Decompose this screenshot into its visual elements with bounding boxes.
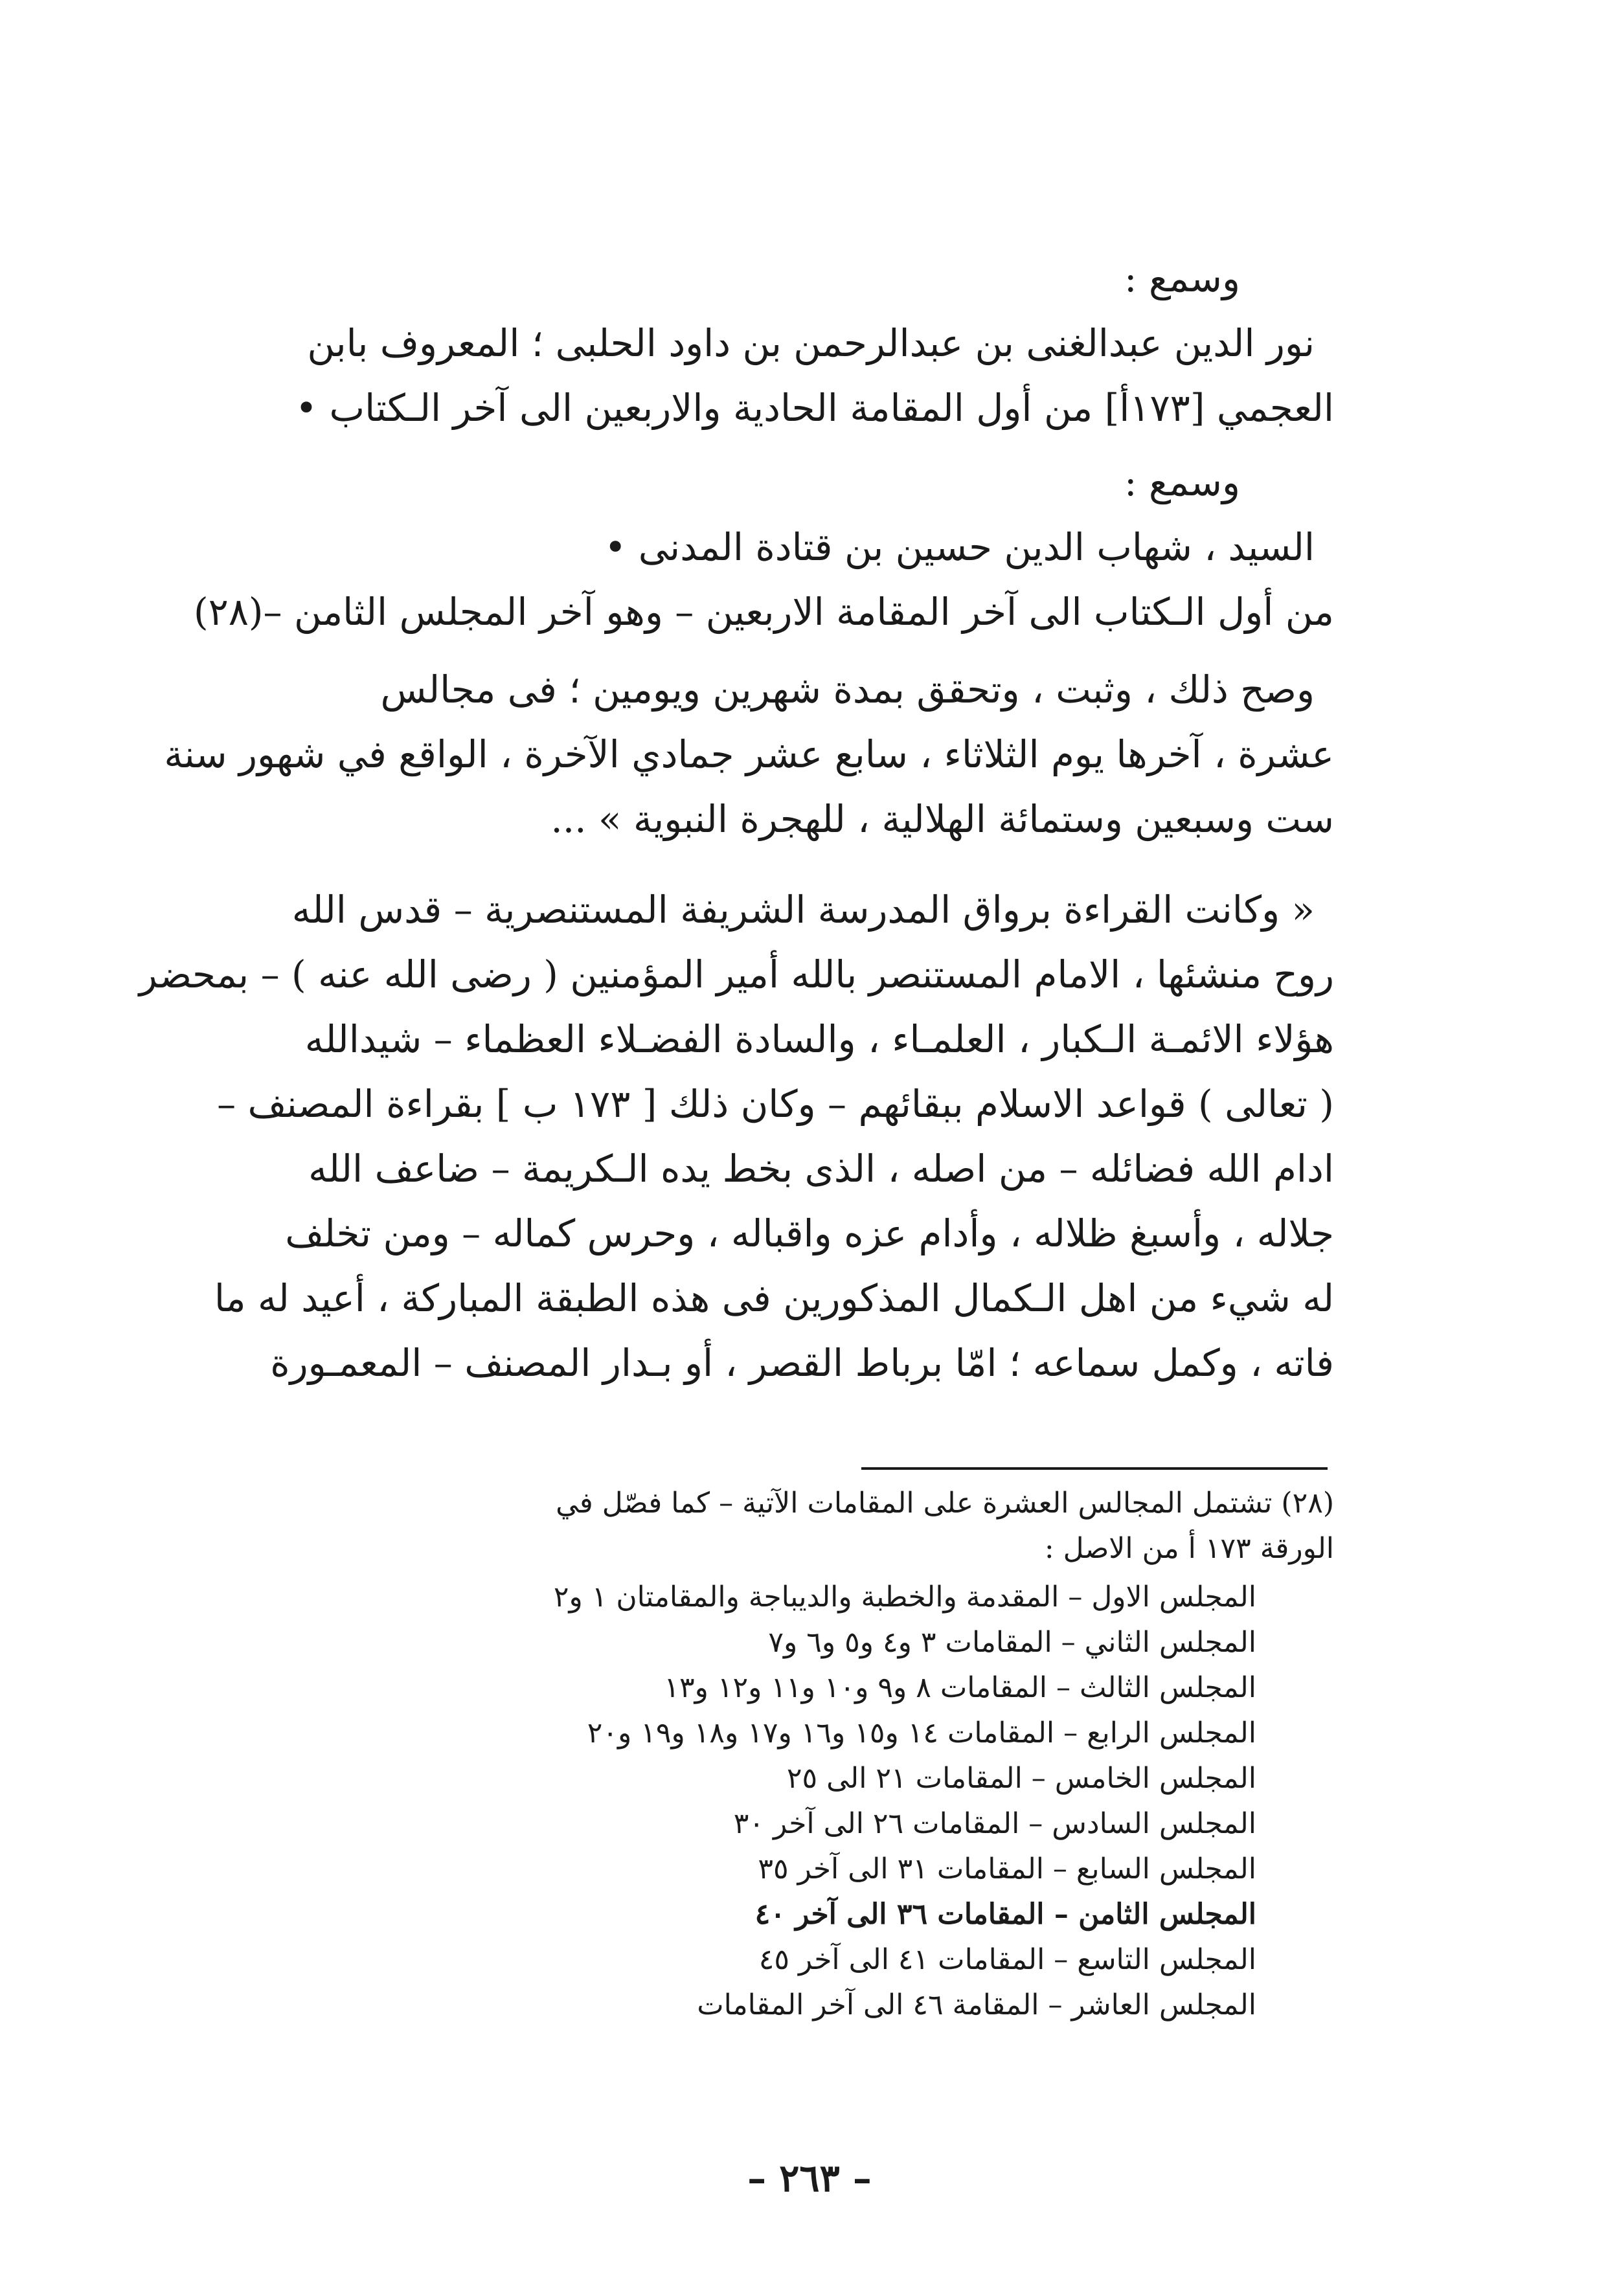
body-line: ( تعالى ) قواعد الاسلام ببقائهم – وكان ذلك [ ١٧٣ ب ] بقراءة المصنف –	[217, 1082, 1334, 1126]
body-line: العجمي [١٧٣أ] من أول المقامة الحادية والاربعين الى آخر الـكتاب •	[295, 386, 1334, 430]
footnote-intro: الورقة ١٧٣ أ من الاصل :	[1044, 1532, 1334, 1565]
footnote-item: المجلس السابع – المقامات ٣١ الى آخر ٣٥	[758, 1852, 1256, 1885]
body-line: جلاله ، وأسبغ ظلاله ، وأدام عزه واقباله ، وحرس كماله – ومن تخلف	[285, 1211, 1334, 1255]
body-line: ادام الله فضائله – من اصله ، الذى بخط يده الـكريمة – ضاعف الله	[308, 1147, 1334, 1191]
body-line: « وكانت القراءة برواق المدرسة الشريفة المستنصرية – قدس الله	[291, 888, 1315, 932]
body-line: من أول الـكتاب الى آخر المقامة الاربعين – وهو آخر المجلس الثامن –(٢٨)	[193, 590, 1334, 634]
footnote-item: المجلس الثاني – المقامات ٣ و٤ و٥ و٦ و٧	[768, 1626, 1256, 1659]
body-line: ست وسبعين وستمائة الهلالية ، للهجرة النبوية » ...	[550, 797, 1334, 841]
footnote-item: المجلس الثامن – المقامات ٣٦ الى آخر ٤٠	[754, 1898, 1256, 1931]
body-line: روح منشئها ، الامام المستنصر بالله أمير المؤمنين ( رضى الله عنه ) – بمحضر	[139, 952, 1334, 996]
footnote-item: المجلس الرابع – المقامات ١٤ و١٥ و١٦ و١٧ و١٨ و١٩ و٢٠	[587, 1716, 1256, 1750]
footnote-item: المجلس الاول – المقدمة والخطبة والديباجة والمقامتان ١ و٢	[553, 1581, 1256, 1614]
body-line: هؤلاء الائمـة الـكبار ، العلمـاء ، والسادة الفضـلاء العظماء – شيدالله	[304, 1017, 1334, 1061]
body-line: نور الدين عبدالغنى بن عبدالرحمن بن داود الحلبى ؛ المعروف بابن	[307, 321, 1315, 365]
footnote-item: المجلس الثالث – المقامات ٨ و٩ و١٠ و١١ و١٢ و١٣	[664, 1671, 1256, 1704]
footnote-rule	[861, 1467, 1328, 1470]
body-line: له شيء من اهل الـكمال المذكورين فى هذه الطبقة المباركة ، أعيد له ما	[214, 1276, 1334, 1320]
body-line: وسمع :	[1124, 460, 1240, 504]
body-line: وصح ذلك ، وثبت ، وتحقق بمدة شهرين ويومين ؛ فى مجالس	[380, 668, 1315, 712]
body-line: وسمع :	[1124, 256, 1240, 300]
page-number: – ٢٦٣ –	[747, 2156, 872, 2200]
footnote-intro: (٢٨) تشتمل المجالس العشرة على المقامات الآتية – كما فصّل في	[556, 1487, 1334, 1520]
footnote-item: المجلس التاسع – المقامات ٤١ الى آخر ٤٥	[758, 1943, 1256, 1976]
footnote-item: المجلس العاشر – المقامة ٤٦ الى آخر المقامات	[697, 1988, 1256, 2021]
footnote-item: المجلس الخامس – المقامات ٢١ الى ٢٥	[786, 1762, 1256, 1795]
footnote-item: المجلس السادس – المقامات ٢٦ الى آخر ٣٠	[733, 1807, 1256, 1840]
body-line: فاته ، وكمل سماعه ؛ امّا برباط القصر ، أو بـدار المصنف – المعمـورة	[270, 1341, 1334, 1385]
body-line: عشرة ، آخرها يوم الثلاثاء ، سابع عشر جمادي الآخرة ، الواقع في شهور سنة	[164, 732, 1334, 776]
body-line: السيد ، شهاب الدين حسين بن قتادة المدنى •	[604, 525, 1315, 569]
